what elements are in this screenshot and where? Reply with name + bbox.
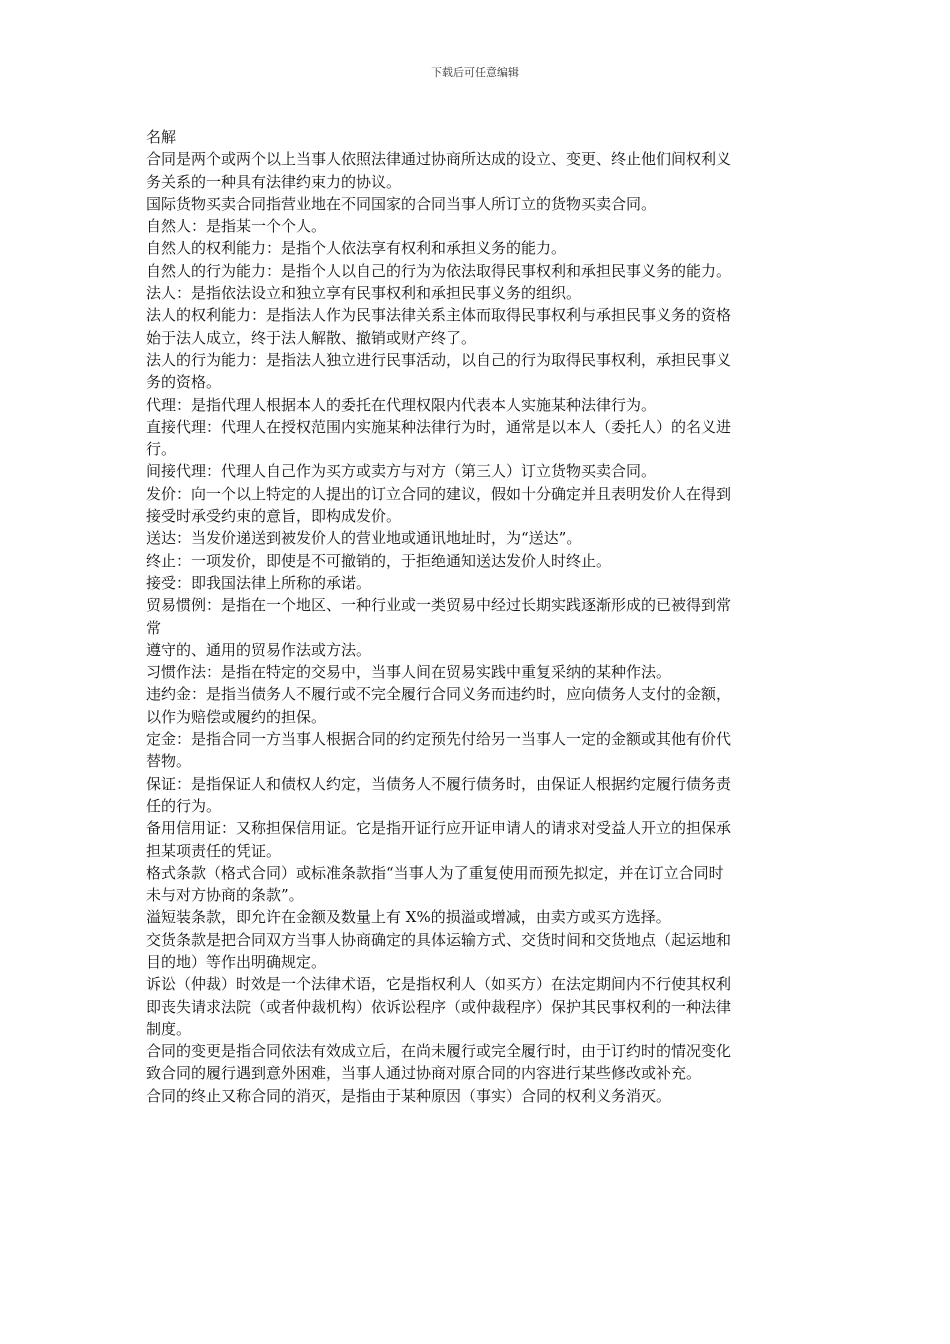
text-line: 习惯作法：是指在特定的交易中，当事人间在贸易实践中重复采纳的某种作法。 — [146, 663, 672, 682]
text-line: 未与对方协商的条款”。 — [146, 886, 304, 905]
text-line: 自然人：是指某一个个人。 — [146, 217, 327, 236]
text-line: 务关系的一种具有法律约束力的协议。 — [146, 172, 402, 191]
text-line: 以作为赔偿或履约的担保。 — [146, 707, 327, 726]
text-line: 任的行为。 — [146, 796, 222, 815]
text-line: 接受时承受约束的意旨，即构成发价。 — [146, 507, 402, 526]
text-line: 自然人的权利能力：是指个人依法享有权利和承担义务的能力。 — [146, 239, 567, 258]
text-line: 交货条款是把合同双方当事人协商确定的具体运输方式、交货时间和交货地点（起运地和 — [146, 930, 732, 949]
text-line: 常 — [146, 618, 162, 637]
text-line: 合同的变更是指合同依法有效成立后，在尚未履行或完全履行时，由于订约时的情况变化 — [146, 1042, 732, 1061]
text-line: 法人：是指依法设立和独立享有民事权利和承担民事义务的组织。 — [146, 284, 582, 303]
text-line: 制度。 — [146, 1019, 192, 1038]
text-line: 遵守的、通用的贸易作法或方法。 — [146, 640, 372, 659]
text-line: 合同是两个或两个以上当事人依照法律通过协商所达成的设立、变更、终止他们间权利义 — [146, 150, 732, 169]
text-line: 送达：当发价递送到被发价人的营业地或通讯地址时，为“送达”。 — [146, 529, 582, 548]
page-header: 下载后可任意编辑 — [431, 66, 519, 79]
text-line: 务的资格。 — [146, 373, 222, 392]
text-line: 担某项责任的凭证。 — [146, 841, 282, 860]
text-line: 发价：向一个以上特定的人提出的订立合同的建议，假如十分确定并且表明发价人在得到 — [146, 484, 732, 503]
text-line: 终止：一项发价，即使是不可撤销的，于拒绝通知送达发价人时终止。 — [146, 551, 612, 570]
text-line: 名解 — [146, 128, 177, 146]
text-line: 合同的终止又称合同的消灭，是指由于某种原因（事实）合同的权利义务消灭。 — [146, 1086, 672, 1105]
text-line: 致合同的履行遇到意外困难，当事人通过协商对原合同的内容进行某些修改或补充。 — [146, 1064, 702, 1083]
text-line: 即丧失请求法院（或者仲裁机构）依诉讼程序（或仲裁程序）保护其民事权利的一种法律 — [146, 997, 732, 1016]
text-line: 法人的行为能力：是指法人独立进行民事活动，以自己的行为取得民事权利，承担民事义 — [146, 350, 732, 369]
text-line: 溢短装条款，即允许在金额及数量上有 X%的损溢或增减，由卖方或买方选择。 — [146, 908, 671, 927]
text-line: 备用信用证：又称担保信用证。它是指开证行应开证申请人的请求对受益人开立的担保承 — [146, 819, 732, 838]
text-line: 间接代理：代理人自己作为买方或卖方与对方（第三人）订立货物买卖合同。 — [146, 462, 657, 481]
text-line: 行。 — [146, 440, 177, 459]
text-line: 贸易惯例：是指在一个地区、一种行业或一类贸易中经过长期实践逐渐形成的已被得到常 — [146, 596, 732, 615]
text-line: 代理：是指代理人根据本人的委托在代理权限内代表本人实施某种法律行为。 — [146, 395, 657, 414]
text-line: 违约金：是指当债务人不履行或不完全履行合同义务而违约时，应向债务人支付的金额， — [146, 685, 732, 704]
text-line: 国际货物买卖合同指营业地在不同国家的合同当事人所订立的货物买卖合同。 — [146, 194, 657, 213]
text-line: 目的地）等作出明确规定。 — [146, 952, 327, 971]
text-line: 替物。 — [146, 752, 192, 771]
text-line: 格式条款（格式合同）或标准条款指“当事人为了重复使用而预先拟定，并在订立合同时 — [146, 863, 724, 882]
text-line: 自然人的行为能力：是指个人以自己的行为为依法取得民事权利和承担民事义务的能力。 — [146, 261, 732, 280]
text-line: 接受：即我国法律上所称的承诺。 — [146, 573, 372, 592]
document-body — [146, 126, 806, 1107]
text-line: 定金：是指合同一方当事人根据合同的约定预先付给另一当事人一定的金额或其他有价代 — [146, 730, 732, 749]
text-line: 法人的权利能力：是指法人作为民事法律关系主体而取得民事权利与承担民事义务的资格 — [146, 306, 732, 325]
text-line: 始于法人成立，终于法人解散、撤销或财产终了。 — [146, 328, 477, 347]
text-line: 保证：是指保证人和债权人约定，当债务人不履行债务时，由保证人根据约定履行债务责 — [146, 774, 732, 793]
text-line: 直接代理：代理人在授权范围内实施某种法律行为时，通常是以本人（委托人）的名义进 — [146, 417, 732, 436]
text-line: 诉讼（仲裁）时效是一个法律术语，它是指权利人（如买方）在法定期间内不行使其权利 — [146, 975, 732, 994]
